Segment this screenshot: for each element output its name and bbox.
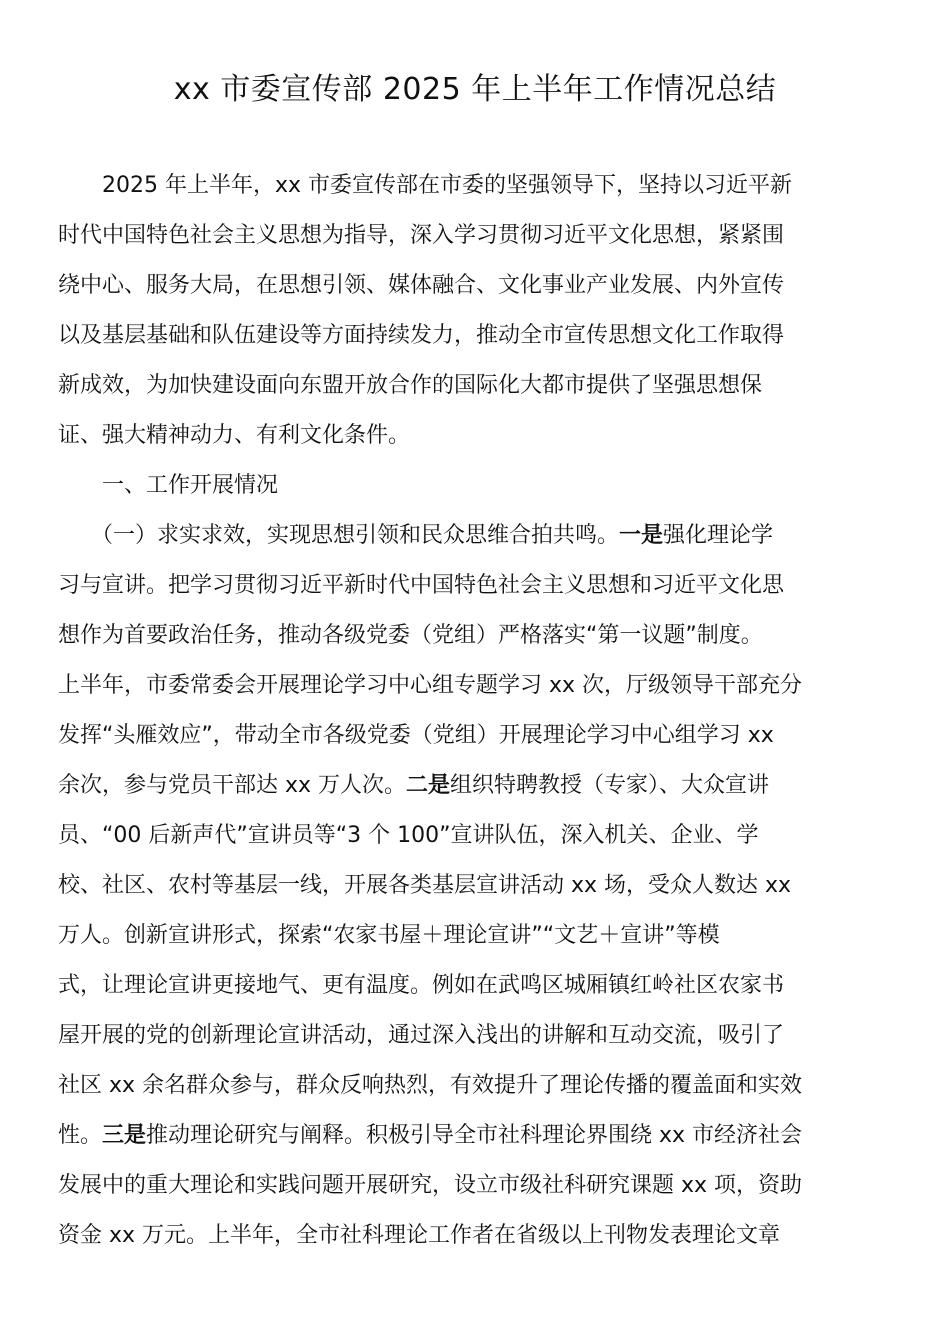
paragraph-line: 习与宣讲。把学习贯彻习近平新时代中国特色社会主义思想和习近平文化思 (58, 573, 785, 598)
text-run: 性。 (58, 1123, 103, 1148)
paragraph-line (58, 1121, 892, 1151)
paragraph-line: 想作为首要政治任务，推动各级党委（党组）严格落实“第一议题”制度。 (58, 623, 763, 648)
bold-marker: 三是 (102, 1123, 147, 1148)
paragraph-line: 屋开展的党的创新理论宣讲活动，通过深入浅出的讲解和互动交流，吸引了 (58, 1023, 785, 1048)
paragraph-line (58, 521, 892, 551)
paragraph-line: 证、强大精神动力、有利文化条件。 (58, 423, 411, 448)
paragraph-line (58, 771, 892, 801)
paragraph-line: 时代中国特色社会主义思想为指导，深入学习贯彻习近平文化思想，紧紧围 (58, 223, 785, 248)
paragraph-line: 万人。创新宣讲形式，探索“农家书屋＋理论宣讲”“文艺＋宣讲”等模 (58, 923, 720, 948)
paragraph-line: 发展中的重大理论和实践问题开展研究，设立市级社科研究课题 xx 项，资助 (58, 1173, 803, 1198)
section-heading: 一、工作开展情况 (58, 473, 279, 498)
paragraph-line: 以及基层基础和队伍建设等方面持续发力，推动全市宣传思想文化工作取得 (58, 323, 785, 348)
text-run: 强化理论学 (663, 523, 774, 548)
paragraph-line: 绕中心、服务大局，在思想引领、媒体融合、文化事业产业发展、内外宣传 (58, 273, 785, 298)
paragraph-line: 式，让理论宣讲更接地气、更有温度。例如在武鸣区城厢镇红岭社区农家书 (58, 973, 785, 998)
text-run: 推动理论研究与阐释。积极引导全市社科理论界围绕 xx 市经济社会 (146, 1123, 803, 1148)
document-title: xx 市委宣传部 2025 年上半年工作情况总结 (173, 72, 777, 107)
paragraph-line: 上半年，市委常委会开展理论学习中心组专题学习 xx 次，厅级领导干部充分 (58, 673, 803, 698)
paragraph-line: 新成效，为加快建设面向东盟开放合作的国际化大都市提供了坚强思想保 (58, 373, 763, 398)
paragraph-line: 2025 年上半年，xx 市委宣传部在市委的坚强领导下，坚持以习近平新 (58, 173, 793, 198)
bold-marker: 二是 (406, 773, 451, 798)
paragraph-line: 社区 xx 余名群众参与，群众反响热烈，有效提升了理论传播的覆盖面和实效 (58, 1073, 803, 1098)
text-run: 余次，参与党员干部达 xx 万人次。 (58, 773, 407, 798)
paragraph-line: 校、社区、农村等基层一线，开展各类基层宣讲活动 xx 场，受众人数达 xx (58, 873, 792, 898)
subsection-heading: （一）求实求效，实现思想引领和民众思维合拍共鸣。 (58, 523, 620, 548)
text-run: 组织特聘教授（专家）、大众宣讲 (450, 773, 770, 798)
bold-marker: 一是 (619, 523, 664, 548)
paragraph-line: 发挥“头雁效应”，带动全市各级党委（党组）开展理论学习中心组学习 xx (58, 723, 774, 748)
paragraph-line: 员、“00 后新声代”宣讲员等“3 个 100”宣讲队伍，深入机关、企业、学 (58, 823, 759, 848)
paragraph-line: 资金 xx 万元。上半年，全市社科理论工作者在省级以上刊物发表理论文章 (58, 1223, 781, 1248)
